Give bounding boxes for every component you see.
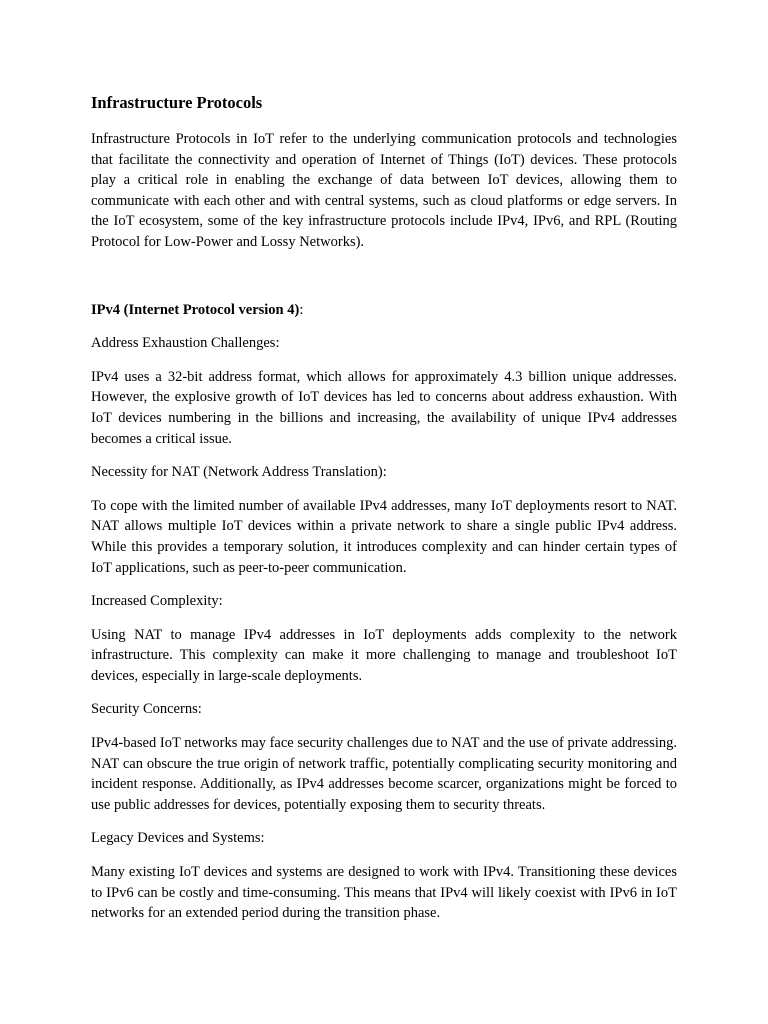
document-page xyxy=(91,92,677,937)
item-label-address-exhaustion: Address Exhaustion Challenges: xyxy=(91,335,280,352)
section-heading-suffix: : xyxy=(299,301,304,318)
item-label-increased-complexity: Increased Complexity: xyxy=(91,593,223,610)
item-text-nat-necessity: To cope with the limited number of available IPv4 addresses, many IoT deployments resort to NAT. NAT allows multiple IoT devices within a private network to share a single public IPv4 address. While this provides a temporary solution, it introduces complexity and can hinder certain types of IoT applications, such as peer-to-peer communication. xyxy=(91,497,677,576)
item-label-security-concerns: Security Concerns: xyxy=(91,701,202,718)
item-label-nat-necessity: Necessity for NAT (Network Address Translation): xyxy=(91,464,387,481)
section-heading xyxy=(91,300,677,321)
item-text-address-exhaustion: IPv4 uses a 32-bit address format, which allows for approximately 4.3 billion unique addresses. However, the explosive growth of IoT devices has led to concerns about address exhaustion. With IoT devices numbering in the billions and increasing, the availability of unique IPv4 addresses becomes a critical issue. xyxy=(91,368,677,447)
section-heading-bold: IPv4 (Internet Protocol version 4) xyxy=(91,301,300,318)
item-label-legacy-devices: Legacy Devices and Systems: xyxy=(91,830,265,847)
item-text-security-concerns: IPv4-based IoT networks may face security challenges due to NAT and the use of private addressing. NAT can obscure the true origin of network traffic, potentially complicating security monitoring and incident response. Additionally, as IPv4 addresses become scarcer, organizations might be forced to use public addresses for devices, potentially exposing them to security threats. xyxy=(91,735,677,813)
item-text-legacy-devices: Many existing IoT devices and systems are designed to work with IPv4. Transitioning these devices to IPv6 can be costly and time-consuming. This means that IPv4 will likely coexist with IPv6 in IoT networks for an extended period during the transition phase. xyxy=(91,864,677,922)
intro-paragraph: Infrastructure Protocols in IoT refer to the underlying communication protocols and technologies that facilitate the connectivity and operation of Internet of Things (IoT) devices. These protocols play a critical role in enabling the exchange of data between IoT devices, allowing them to communicate with each other and with central systems, such as cloud platforms or edge servers. In the IoT ecosystem, some of the key infrastructure protocols include IPv4, IPv6, and RPL (Routing Protocol for Low-Power and Lossy Networks). xyxy=(91,131,677,250)
item-text-increased-complexity: Using NAT to manage IPv4 addresses in IoT deployments adds complexity to the network infrastructure. This complexity can make it more challenging to manage and troubleshoot IoT devices, especially in large-scale deployments. xyxy=(91,626,677,684)
page-title: Infrastructure Protocols xyxy=(91,93,263,112)
